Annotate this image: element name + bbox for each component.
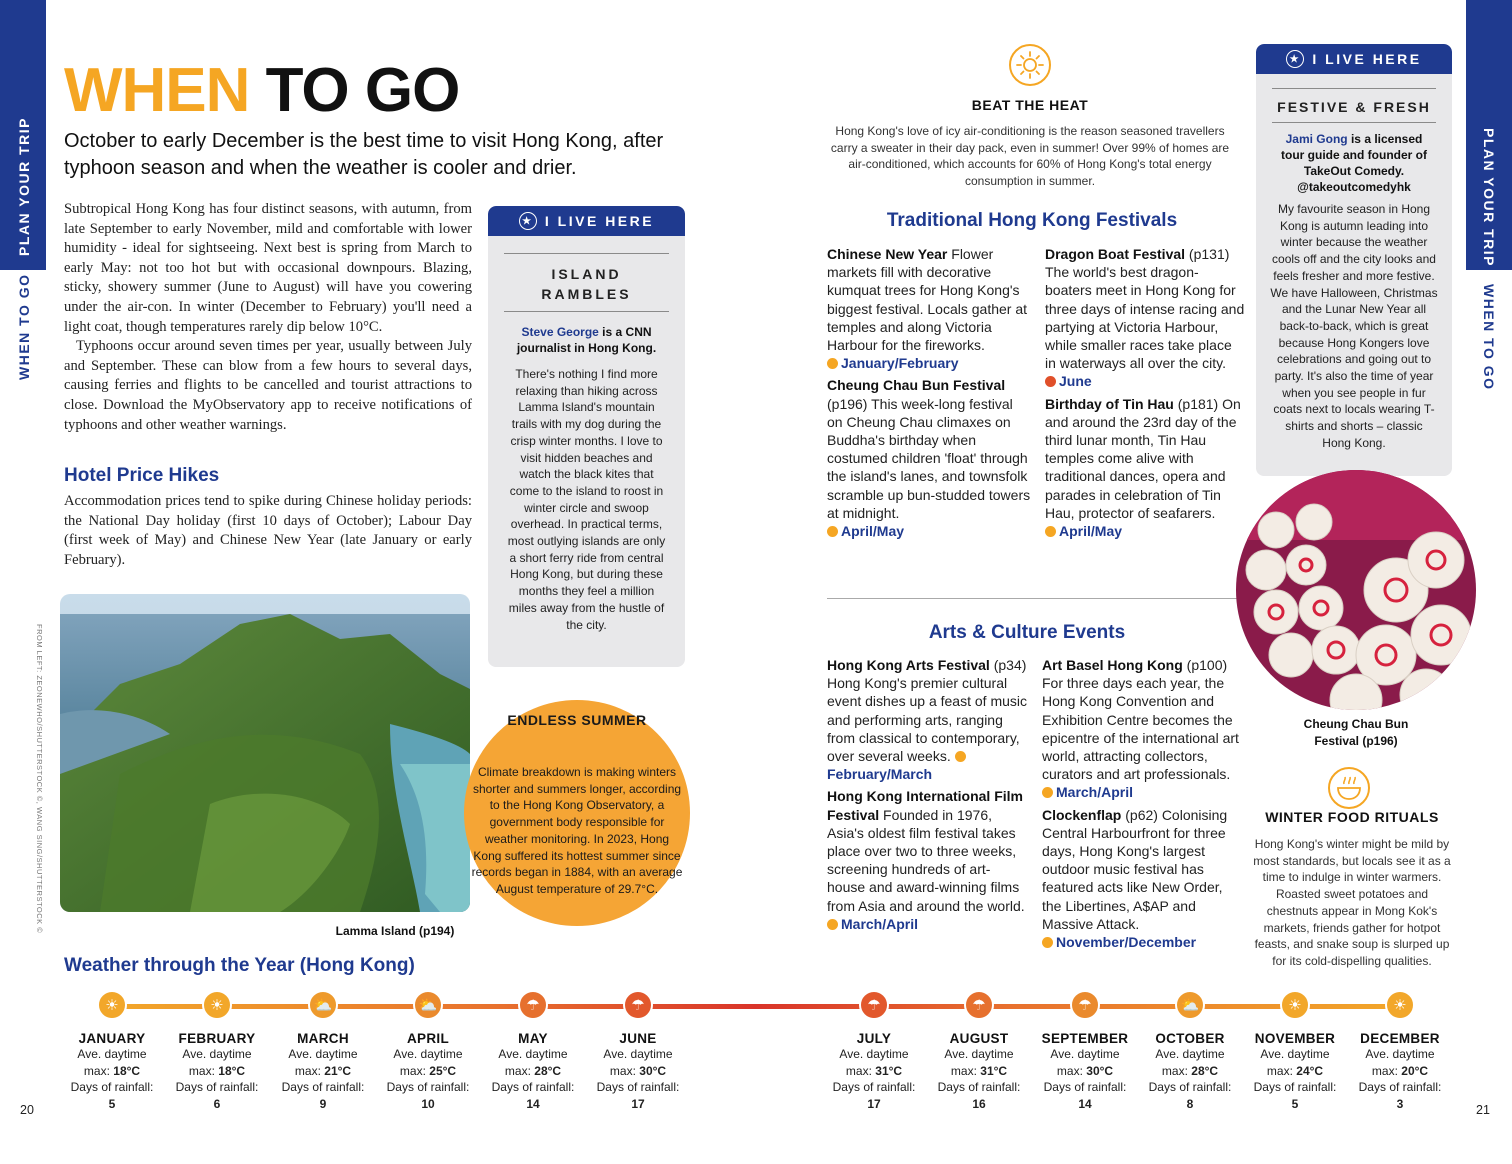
max-temp: 28°C [1191,1063,1219,1078]
max-label: max: [504,1063,535,1078]
i-live-here-header [488,206,685,236]
date-dot-icon [1042,787,1053,798]
endless-summer-title: ENDLESS SUMMER [507,712,647,728]
i-live-here-byline [1256,131,1452,195]
winter-food-title: WINTER FOOD RITUALS [1265,809,1439,825]
rain-label: Days of rainfall: [70,1080,154,1094]
weather-month [1245,990,1345,1112]
rain-label: Days of rainfall: [175,1080,259,1094]
weather-month [273,990,373,1112]
event-entry [1042,806,1242,952]
weather-month [1140,990,1240,1112]
festival-name: Cheung Chau Bun Festival [827,377,1006,394]
i-live-here-box-island [488,206,685,667]
event-entry [1042,656,1242,802]
festival-date: April/May [841,523,905,540]
rain-days: 5 [1291,1096,1299,1111]
temp-max-line [167,1063,267,1080]
month-name: DECEMBER [1360,1031,1440,1046]
rain-label: Days of rainfall: [1253,1080,1337,1094]
endless-summer-circle [464,700,690,926]
winter-food-text: Hong Kong's winter might be mild by most standards, but locals see it as a time to indulge in winter warmers. Roasted sweet potatoes and chestnuts appear in Mong Kok's markets, friends gather for hotpot feasts, and snake soup is slurped up for its cold-dispelling qualities. [1253,837,1451,968]
temp-max-line [273,1063,373,1080]
max-temp: 18°C [218,1063,246,1078]
event-description: (p62) Colonising Central Harbourfront for three days, Hong Kong's largest outdoor music festival has featured acts like New Order, the Libertines, A$AP and Massive Attack. [1042,806,1228,932]
month-name: NOVEMBER [1254,1031,1336,1046]
rain-days: 9 [319,1096,327,1111]
event-date: November/December [1056,934,1197,951]
event-description: (p100) For three days each year, the Hong Kong Convention and Exhibition Centre becomes the epicentre of the international art world, attracting collectors, curators and art professionals. [1042,657,1239,783]
beat-the-heat-title: BEAT THE HEAT [971,97,1089,113]
page-title [64,56,460,125]
side-tab-section-label: PLAN YOUR TRIP [1481,128,1497,267]
rain-label: Days of rainfall: [386,1080,470,1094]
max-temp: 21°C [324,1063,352,1078]
temp-max-line [588,1063,688,1080]
date-dot-icon [827,919,838,930]
page-number-right: 21 [1476,1103,1490,1117]
festival-description: (p196) This week-long festival on Cheung Chau climaxes on Buddha's birthday when costumed children 'float' through the island's lanes, and townsfolk scramble up bun-studded towers at midnight. [827,395,1031,521]
sun-icon: ☀ [202,990,232,1020]
temp-max-line [1245,1063,1345,1080]
rain-days: 17 [867,1096,881,1111]
rain-icon: ☂ [518,990,548,1020]
temp-max-line [824,1063,924,1080]
weather-month [824,990,924,1112]
max-temp: 31°C [875,1063,903,1078]
month-name: SEPTEMBER [1041,1031,1129,1046]
event-date: March/April [1056,784,1134,801]
bun-festival-image [1236,470,1476,710]
temp-max-line [1035,1063,1135,1080]
bowl-icon-graphic [1330,769,1368,807]
side-tab-section-label: PLAN YOUR TRIP [16,117,32,256]
cloud-sun-icon: ⛅ [308,990,338,1020]
festival-name: Birthday of Tin Hau [1045,395,1174,412]
i-live-here-box-festive [1256,44,1452,476]
temp-label: Ave. daytime [1155,1047,1225,1061]
i-live-here-label: I LIVE HERE [544,213,655,229]
rain-label: Days of rainfall: [596,1080,680,1094]
temp-max-line [62,1063,162,1080]
section-divider [827,598,1237,599]
rain-days: 5 [108,1096,116,1111]
festival-description: (p131) The world's best dragon-boaters meet in Hong Kong for three days of intense racing and partying at Victoria Harbour, while smaller races take place in waterways all over the city. [1045,246,1245,372]
page-title-accent: WHEN [64,56,250,125]
month-name: AUGUST [949,1031,1009,1046]
weather-heading: Weather through the Year (Hong Kong) [64,955,415,976]
max-label: max: [1056,1063,1087,1078]
hotel-text: Accommodation prices tend to spike during Chinese holiday periods: the National Day holiday (first 10 days of October); Labour Day (first week of May) and Chinese New Year (late January or early February). [64,493,472,568]
rain-days: 6 [213,1096,221,1111]
rain-label: Days of rainfall: [832,1080,916,1094]
date-dot-icon [827,526,838,537]
date-dot-icon [955,751,966,762]
max-label: max: [1371,1063,1402,1078]
max-label: max: [1266,1063,1297,1078]
festival-date: January/February [841,355,959,372]
rain-label: Days of rainfall: [937,1080,1021,1094]
festival-entry [827,245,1031,372]
right-side-tab [1466,0,1512,391]
max-temp: 24°C [1296,1063,1324,1078]
star-badge-icon: ★ [1286,50,1304,68]
weather-month [1035,990,1135,1112]
max-temp: 18°C [113,1063,141,1078]
contributor-name: Steve George [521,325,599,339]
max-label: max: [399,1063,430,1078]
temp-max-line [483,1063,583,1080]
title-line: RAMBLES [541,286,632,302]
festival-date: June [1059,373,1092,390]
body-paragraph: Subtropical Hong Kong has four distinct seasons, with autumn, from late September to early November, mild and comfortable with lower humidity - ideal for sightseeing. Next best is spring from March to early May: not too hot but with occasional downpours. Blazing, sticky, showery summer (June to August) will have you cowering under the air-con. In winter (December to February) you'll need a light coat, though temperatures rarely dip below 10°C. [64,201,472,335]
lamma-island-photo [60,594,470,912]
star-badge-icon: ★ [519,212,537,230]
month-name: APRIL [407,1031,449,1046]
max-temp: 20°C [1401,1063,1429,1078]
event-date: March/April [841,915,919,932]
temp-label: Ave. daytime [288,1047,358,1061]
i-live-here-header [1256,44,1452,74]
i-live-here-title: FESTIVE & FRESH [1277,99,1431,115]
left-side-tab [0,0,46,380]
weather-month [483,990,583,1112]
month-name: FEBRUARY [178,1031,256,1046]
rain-days: 10 [421,1096,435,1111]
date-dot-icon [1042,937,1053,948]
body-text [64,200,472,435]
page-title-main: TO GO [265,56,460,125]
weather-month [588,990,688,1112]
rain-label: Days of rainfall: [1043,1080,1127,1094]
right-side-tab-dark [1466,0,1512,270]
rain-days: 14 [526,1096,540,1111]
max-temp: 28°C [534,1063,562,1078]
i-live-here-title [488,264,685,304]
i-live-here-byline [488,324,685,356]
rain-label: Days of rainfall: [491,1080,575,1094]
side-tab-chapter-label: WHEN TO GO [16,273,32,380]
body-paragraph: Typhoons occur around seven times per year, usually between July and September. These can blow from a few hours to several days, causing ferries and flights to be cancelled and tourist attractions to close. Download the MyObservatory app to receive notifications of typhoons and other weather warnings. [64,338,472,433]
temp-label: Ave. daytime [498,1047,568,1061]
festivals-column-2 [1045,245,1245,540]
rain-days: 17 [631,1096,645,1111]
festivals-heading: Traditional Hong Kong Festivals [886,210,1178,231]
festival-description: Flower markets fill with decorative kumquat trees for Hong Kong's biggest festival. Locals gather at temples and along Victoria Harbour for the fireworks. [827,246,1028,354]
month-name: MARCH [297,1031,349,1046]
event-name: Hong Kong International Film Festival [827,788,1023,823]
festival-entry [1045,245,1245,391]
contributor-bio: is a licensed tour guide and founder of TakeOut Comedy. @takeoutcomedyhk [1281,132,1427,194]
cloud-sun-icon: ⛅ [1175,990,1205,1020]
side-tab-chapter-label: WHEN TO GO [1481,284,1497,391]
arts-heading: Arts & Culture Events [928,622,1126,643]
temp-max-line [929,1063,1029,1080]
rain-icon: ☂ [623,990,653,1020]
bun-photo-caption: Cheung Chau Bun Festival (p196) [1303,717,1409,748]
weather-month [62,990,162,1112]
festival-date: April/May [1059,523,1123,540]
festivals-column-1 [827,245,1031,540]
max-label: max: [950,1063,981,1078]
arts-column-1 [827,656,1027,933]
sun-icon: ☀ [1280,990,1310,1020]
temp-label: Ave. daytime [603,1047,673,1061]
rain-label: Days of rainfall: [1148,1080,1232,1094]
date-dot-icon [1045,526,1056,537]
month-name: JULY [856,1031,892,1046]
max-temp: 30°C [1086,1063,1114,1078]
i-live-here-text: There's nothing I find more relaxing than hiking across Lamma Island's mountain trails with my dog during the crisp winter months. I love to visit hidden beaches and watch the black kites that come to the island to roost in winter circle and swoop overhead. In practical terms, most outlying islands are only a short ferry ride from central Hong Kong, but during these months they feel a million miles away from the hustle of the city. [507,367,666,632]
temp-max-line [1350,1063,1450,1080]
max-label: max: [609,1063,640,1078]
event-name: Clockenflap [1042,806,1122,823]
temp-label: Ave. daytime [1050,1047,1120,1061]
sun-icon: ☀ [1385,990,1415,1020]
event-date: February/March [827,766,933,783]
max-label: max: [83,1063,114,1078]
temp-label: Ave. daytime [182,1047,252,1061]
temp-label: Ave. daytime [393,1047,463,1061]
max-label: max: [294,1063,325,1078]
contributor-bio: is a CNN journalist in Hong Kong. [516,325,657,355]
month-name: JUNE [619,1031,657,1046]
month-name: JANUARY [78,1031,146,1046]
lamma-island-image [60,594,470,912]
bun-festival-photo [1236,470,1476,710]
beat-the-heat-text: Hong Kong's love of icy air-conditioning is the reason seasoned travellers carry a sweater in their day pack, even in summer! Over 99% of homes are air-conditioned, which accounts for 60% of Hong Kong's total energy consumption in summer. [830,124,1230,189]
event-description: Founded in 1976, Asia's oldest film festival takes place over two to three weeks, screening hundreds of art-house and award-winning films from Asia and around the world. [827,806,1025,914]
weather-month [1350,990,1450,1112]
sun-icon: ☀ [97,990,127,1020]
lamma-photo-caption: Lamma Island (p194) [335,924,455,938]
title-line: ISLAND [551,266,622,282]
event-entry [827,787,1027,933]
i-live-here-label: I LIVE HERE [1312,51,1422,67]
sun-icon [1009,44,1051,86]
date-dot-icon [827,358,838,369]
bowl-icon [1328,767,1370,809]
event-name: Hong Kong Arts Festival [827,657,990,673]
contributor-name: Jami Gong [1285,132,1348,146]
temp-label: Ave. daytime [77,1047,147,1061]
temp-label: Ave. daytime [839,1047,909,1061]
rain-days: 14 [1078,1096,1092,1111]
festival-name: Chinese New Year [827,246,948,262]
left-side-tab-dark [0,0,46,270]
temp-max-line [378,1063,478,1080]
rain-days: 8 [1186,1096,1194,1111]
month-name: OCTOBER [1155,1031,1225,1046]
festival-name: Dragon Boat Festival [1045,246,1186,262]
max-temp: 30°C [639,1063,667,1078]
temp-max-line [1140,1063,1240,1080]
weather-month [167,990,267,1112]
rain-label: Days of rainfall: [1358,1080,1442,1094]
temp-label: Ave. daytime [944,1047,1014,1061]
rain-days: 3 [1396,1096,1404,1111]
page-number-left: 20 [20,1103,34,1117]
cloud-sun-icon: ⛅ [413,990,443,1020]
endless-summer-text: Climate breakdown is making winters shorter and summers longer, according to the Hong Kong Observatory, a government body responsible for weather monitoring. In 2023, Hong Kong suffered its hottest summer since records began in 1884, with an average August temperature of 29.7°C. [471,765,683,896]
weather-month [378,990,478,1112]
festival-description: (p181) On and around the 23rd day of the third lunar month, Tin Hau temples come alive with traditional dances, opera and parades in celebration of Tin Hau, protector of seafarers. [1045,395,1241,521]
event-description: (p34) Hong Kong's premier cultural event dishes up a feast of music and performing arts, ranging from classical to contemporary, over several weeks. [827,657,1027,765]
temp-label: Ave. daytime [1365,1047,1435,1061]
max-label: max: [845,1063,876,1078]
event-entry [827,656,1027,783]
max-label: max: [188,1063,219,1078]
max-temp: 31°C [980,1063,1008,1078]
rain-days: 16 [972,1096,986,1111]
festival-entry [827,376,1031,540]
photo-credit: FROM LEFT: ZEONEWHO/SHUTTERSTOCK ©, WANG SING/SHUTTERSTOCK © [35,624,44,934]
temp-label: Ave. daytime [1260,1047,1330,1061]
weather-month [929,990,1029,1112]
max-label: max: [1161,1063,1192,1078]
i-live-here-text: My favourite season in Hong Kong is autumn leading into winter because the weather cools off and the city looks and feels fresher and more festive. We have Halloween, Christmas and the Lunar New Year all back-to-back, which is great because Hong Kongers love celebrations and going out to party. It's also the time of year when you see people in fur coats next to locals wearing T-shirts and shorts – classic Hong Kong. [1270,202,1438,450]
rain-label: Days of rainfall: [281,1080,365,1094]
event-name: Art Basel Hong Kong [1042,657,1183,673]
intro-text: October to early December is the best time to visit Hong Kong, after typhoon season and when the weather is cooler and drier. [64,130,664,179]
hotel-heading: Hotel Price Hikes [64,465,220,486]
month-name: MAY [518,1031,548,1046]
max-temp: 25°C [429,1063,457,1078]
rain-icon: ☂ [964,990,994,1020]
arts-column-2 [1042,656,1242,951]
sun-icon-graphic [1011,46,1049,84]
rain-icon: ☂ [1070,990,1100,1020]
date-dot-icon [1045,376,1056,387]
festival-entry [1045,395,1245,541]
rain-icon: ☂ [859,990,889,1020]
